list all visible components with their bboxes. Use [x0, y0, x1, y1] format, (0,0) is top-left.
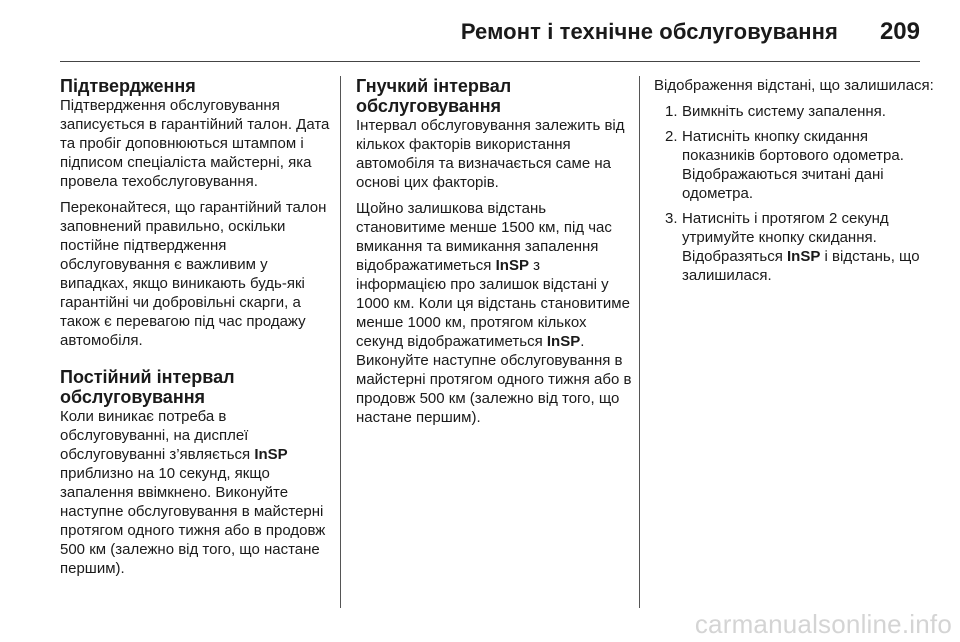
step-text: Натисніть кнопку скидання показників бортового одометра. Відображаються зчитані дані одометра. [682, 128, 904, 202]
display-code: InSP [787, 248, 821, 265]
section-heading-flexible-interval [356, 76, 632, 116]
display-code: InSP [254, 446, 288, 463]
display-code: InSP [495, 257, 529, 274]
text-run: і відстань, що залишилася. [682, 248, 920, 284]
text-run: з інформацією про залишок відстані у 1000 км. Коли ця відстань становитиме менше 1000 км, протягом кількох секунд відображатиметься [356, 257, 630, 350]
header-divider [60, 61, 920, 62]
page-title: Ремонт і технічне обслуговування [460, 19, 838, 44]
text-run: . [580, 333, 585, 350]
column-left [60, 76, 332, 585]
page-number: 209 [879, 18, 920, 45]
section-heading-constant-interval [60, 367, 332, 407]
heading-line: обслуговування [356, 96, 502, 116]
paragraph: Виконуйте наступне обслуговування в майстерні протягом одного тижня або в продовж 500 км (залежно від того, що настане першим). [356, 352, 632, 426]
heading-line: Гнучкий інтервал [356, 76, 512, 96]
heading-line: Постійний інтервал [60, 367, 235, 387]
list-item [654, 127, 934, 203]
step-number: 3. [665, 210, 678, 227]
text-run: Коли виникає потреба в обслуговуванні, на дисплеї обслуговуванні з’являється [60, 408, 255, 463]
watermark: carmanualsonline.info [694, 609, 952, 639]
steps-list [654, 102, 934, 285]
text-run: приблизно на 10 секунд, якщо запалення ввімкнено. Виконуйте наступне обслуговування в майстерні протягом одного тижня або в продовж 500 км (залежно від того, що настане першим). [60, 465, 326, 577]
page-header [0, 0, 960, 62]
paragraph [60, 407, 332, 578]
paragraph: Переконайтеся, що гарантійний талон заповнений правильно, оскільки постійне підтвердження обслуговування є важливим у випадках, якщо виникають будь-які гарантійні чи добровільні скарги, а також є перевагою під час продажу автомобіля. [60, 199, 327, 349]
column-middle [356, 76, 632, 434]
text-run: Щойно залишкова відстань становитиме менше 1500 км, під час вмикання та вимикання запалення відображатиметься [356, 200, 612, 274]
step-number: 1. [665, 103, 678, 120]
paragraph: Інтервал обслуговування залежить від кількох факторів використання автомобіля та визначається саме на основі цих факторів. [356, 117, 625, 191]
display-code: InSP [546, 333, 581, 350]
column-divider [340, 76, 341, 608]
column-right [654, 76, 934, 291]
text-run: Натисніть і протягом 2 секунд утримуйте кнопку скидання. Відобразяться [682, 210, 889, 265]
paragraph: Відображення відстані, що залишилася: [654, 77, 934, 94]
list-item [654, 209, 934, 285]
paragraph: Підтвердження обслуговування записується в гарантійний талон. Дата та пробіг доповнюються штампом і підписом спеціаліста майстерні, яка провела техобслуговування. [60, 97, 330, 190]
column-divider [639, 76, 640, 608]
step-number: 2. [665, 128, 678, 145]
heading-line: обслуговування [60, 387, 206, 407]
step-text [682, 210, 920, 284]
list-item [654, 102, 934, 121]
paragraph [356, 199, 632, 351]
section-heading-confirmation: Підтвердження [60, 76, 196, 96]
step-text: Вимкніть систему запалення. [682, 103, 886, 120]
